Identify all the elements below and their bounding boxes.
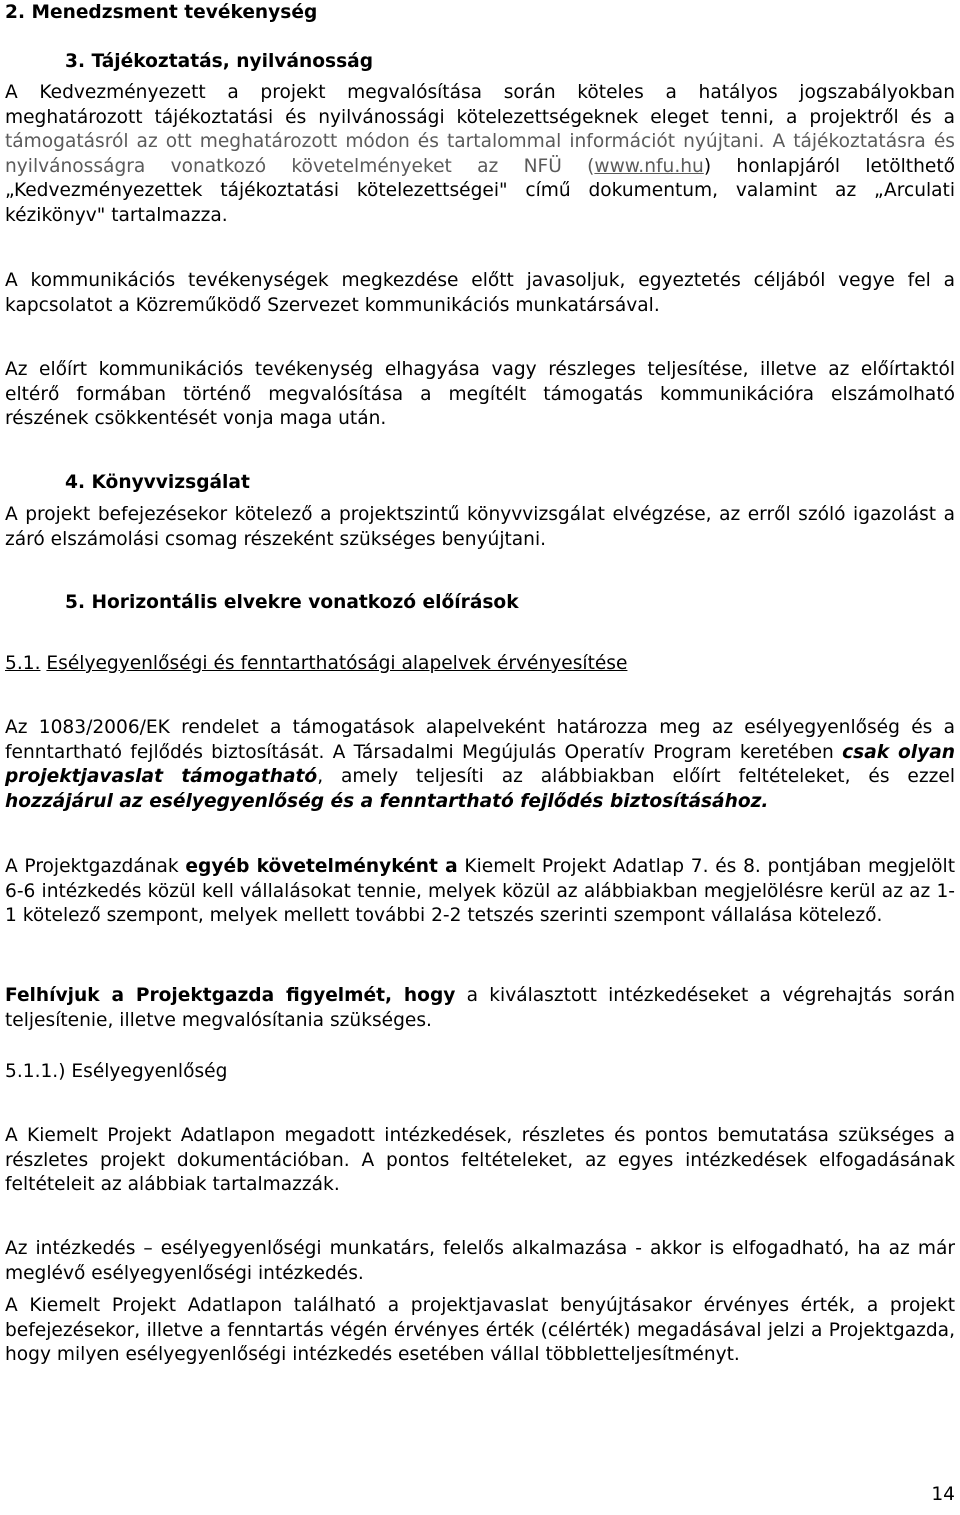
paragraph-tajekoztatas: A Kedvezményezett a projekt megvalósítása során köteles a hatályos jogszabályokban meghatározott tájékoztatási és nyilvánossági kötelezettségeknek eleget tenni, a projektről és a támogatásról az ott meghatározott módon és tartalommal információt nyújtani. A tájékoztatásra és nyilvánosságra vonatkozó követelményeket az NFÜ (www.nfu.hu) honlapjáról letölthető „Kedvezményezettek tájékoztatási kötelezettségei" című dokumentum, valamint az „Arculati kézikönyv" tartalmazza. <box>5 82 955 226</box>
paragraph-tobbletteljesitmeny: A Kiemelt Projekt Adatlapon található a projektjavaslat benyújtásakor érvényes érték, a projekt befejezésekor, illetve a fenntartás végén érvényes érték (célérték) megadásával jelzi a Projektgazda, hogy milyen esélyegyenlőségi intézkedés esetében vállal többletteljesítményt. <box>5 1295 955 1365</box>
nfu-link[interactable]: www.nfu.hu <box>594 155 704 177</box>
paragraph-intezkedes-munkatars: Az intézkedés – esélyegyenlőségi munkatárs, felelős alkalmazása - akkor is elfogadható, ha az már meglévő esélyegyenlőségi intézkedés. <box>5 1238 955 1284</box>
paragraph-rendelet: Az 1083/2006/EK rendelet a támogatások alapelveként határozza meg az esélyegyenlőség és a fenntartható fejlődés biztosítását. A Társadalmi Megújulás Operatív Program keretében csak olyan projektjavaslat támogatható, amely teljesíti az alábbiakban előírt feltételeket, és ezzel hozzájárul az esélyegyenlőség és a fenntartható fejlődés biztosításához. <box>5 717 955 812</box>
heading-tajekoztatas: 3. Tájékoztatás, nyilvánosság <box>65 51 374 72</box>
paragraph-felhivjuk: Felhívjuk a Projektgazda figyelmét, hogy a kiválasztott intézkedéseket a végrehajtás során teljesítenie, illetve megvalósítania szükséges. <box>5 985 955 1031</box>
heading-eselyegyenloseg: 5.1.1.) Esélyegyenlőség <box>5 1061 228 1082</box>
paragraph-eloirt-kommunikacio: Az előírt kommunikációs tevékenység elhagyása vagy részleges teljesítése, illetve az előírtaktól eltérő formában történő megvalósítása a megítélt támogatás kommunikációra elszámolható részének csökkentését vonja maga után. <box>5 359 955 429</box>
page-number: 14 <box>931 1484 955 1505</box>
heading-horizontalis: 5. Horizontális elvekre vonatkozó előírások <box>65 592 519 613</box>
faded-text: támogatásról az ott meghatározott módon és tartalommal információt nyújtani. A tájékoztatásra és nyilvánosságra vonatkozó követelményeket az NFÜ (www.nfu.hu <box>5 131 955 177</box>
heading-eselyegyenlosegi-alapelvek: 5.1. Esélyegyenlőségi és fenntarthatósági alapelvek érvényesítése <box>5 653 628 674</box>
paragraph-kommunikacio: A kommunikációs tevékenységek megkezdése előtt javasoljuk, egyeztetés céljából vegye fel a kapcsolatot a Közreműködő Szervezet kommunikációs munkatársával. <box>5 270 955 316</box>
paragraph-adatlap-intezkedesek: A Kiemelt Projekt Adatlapon megadott intézkedések, részletes és pontos bemutatása szükséges a részletes projekt dokumentációban. A pontos feltételeket, az egyes intézkedések elfogadásának feltételeit az alábbiak tartalmazzák. <box>5 1125 955 1195</box>
paragraph-projektgazda: A Projektgazdának egyéb követelményként a Kiemelt Projekt Adatlap 7. és 8. pontjában megjelölt 6-6 intézkedés közül kell vállalásokat tennie, melyek közül az alábbiakban megjelölésre kerül az az 1-1 kötelező szempont, melyek mellett további 2-2 tetszés szerinti szempont vállalása kötelező. <box>5 856 955 926</box>
paragraph-konyvvizsgalat: A projekt befejezésekor kötelező a projektszintű könyvvizsgálat elvégzése, az erről szóló igazolást a záró elszámolási csomag részeként szükséges benyújtani. <box>5 504 955 550</box>
heading-menedzsment: 2. Menedzsment tevékenység <box>5 2 318 23</box>
heading-konyvvizsgalat: 4. Könyvvizsgálat <box>65 472 250 493</box>
